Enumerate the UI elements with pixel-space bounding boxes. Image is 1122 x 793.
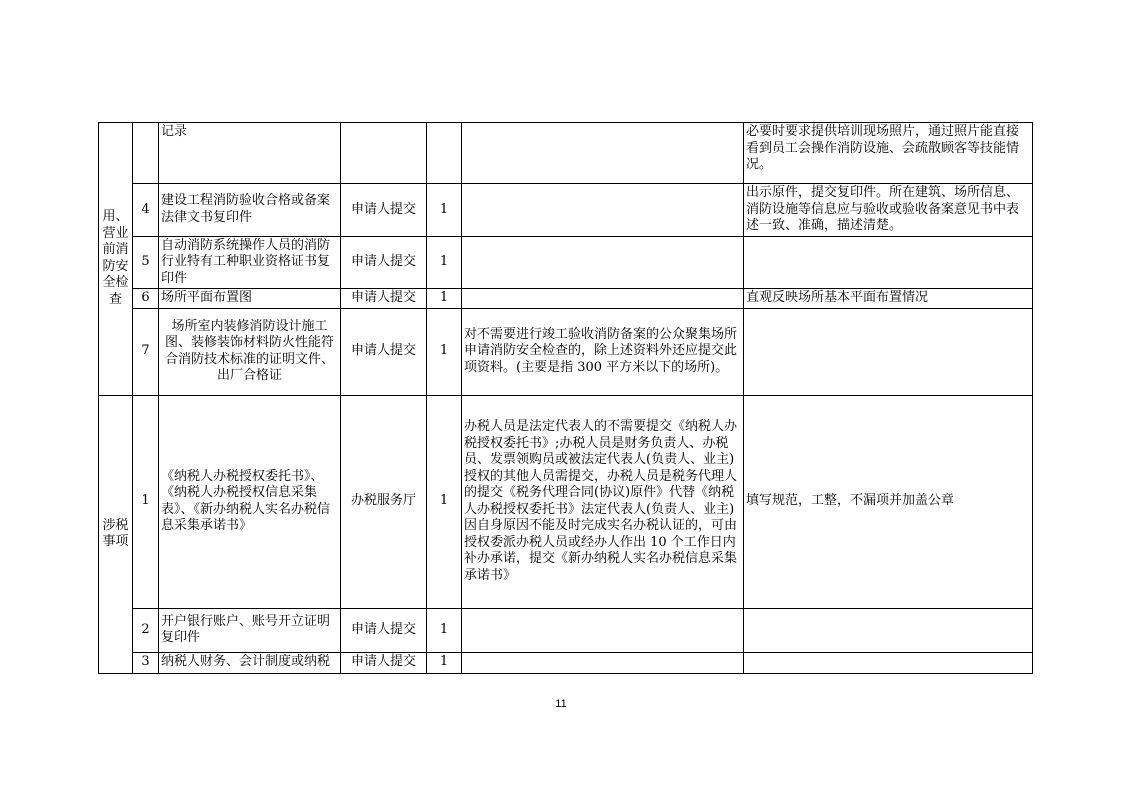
remark-cell (462, 652, 744, 673)
count-cell: 1 (427, 608, 462, 652)
row-number: 3 (133, 652, 159, 673)
requirement-cell (744, 608, 1033, 652)
count-cell: 1 (427, 308, 462, 395)
remark-cell (462, 123, 744, 184)
source-cell: 申请人提交 (341, 608, 427, 652)
source-cell: 申请人提交 (341, 308, 427, 395)
count-cell: 1 (427, 184, 462, 237)
count-cell (427, 123, 462, 184)
remark-cell (462, 608, 744, 652)
row-number: 4 (133, 184, 159, 237)
source-cell: 申请人提交 (341, 652, 427, 673)
table-row (99, 184, 1033, 237)
remark-cell: 办税人员是法定代表人的不需要提交《纳税人办税授权委托书》;办税人员是财务负责人、办税员、发票领购员或被法定代表人(负责人、业主)授权的其他人员需提交，办税人员是税务代理人的提交《税务代理合同(协议)原件》代替《纳税人办税授权委托书》法定代表人(负责人、业主)因自身原因不能及时完成实名办税认证的，可由授权委派办税人员或经办人作出 10 个工作日内补办承诺，提交《新办纳税人实名办税信息采集承诺书》 (462, 395, 744, 608)
source-cell: 申请人提交 (341, 236, 427, 289)
table-row (99, 308, 1033, 395)
count-cell: 1 (427, 652, 462, 673)
source-cell (341, 123, 427, 184)
table-row (99, 608, 1033, 652)
requirement-cell: 必要时要求提供培训现场照片，通过照片能直接看到员工会操作消防设施、会疏散顾客等技能情况。 (744, 123, 1033, 184)
requirement-cell (744, 236, 1033, 289)
remark-cell (462, 289, 744, 309)
requirement-cell: 填写规范，工整，不漏项并加盖公章 (744, 395, 1033, 608)
material-cell: 纳税人财务、会计制度或纳税 (159, 652, 341, 673)
material-cell: 场所室内装修消防设计施工图、装修装饰材料防火性能符合消防技术标准的证明文件、出厂合格证 (159, 308, 341, 395)
material-cell: 自动消防系统操作人员的消防行业特有工种职业资格证书复印件 (159, 236, 341, 289)
row-number: 7 (133, 308, 159, 395)
row-number: 2 (133, 608, 159, 652)
material-cell: 场所平面布置图 (159, 289, 341, 309)
category-cell-fire: 用、营业前消防安全检查 (99, 123, 133, 396)
table-row (99, 236, 1033, 289)
page-number: 11 (555, 698, 567, 710)
requirement-cell (744, 652, 1033, 673)
requirement-cell: 出示原件，提交复印件。所在建筑、场所信息、消防设施等信息应与验收或验收备案意见书中表述一致、准确，描述清楚。 (744, 184, 1033, 237)
row-number: 6 (133, 289, 159, 309)
remark-cell: 对不需要进行竣工验收消防备案的公众聚集场所申请消防安全检查的，除上述资料外还应提交此项资料。(主要是指 300 平方米以下的场所)。 (462, 308, 744, 395)
material-cell: 记录 (159, 123, 341, 184)
source-cell: 申请人提交 (341, 184, 427, 237)
table-row (99, 395, 1033, 608)
requirement-cell: 直观反映场所基本平面布置情况 (744, 289, 1033, 309)
requirement-cell (744, 308, 1033, 395)
material-cell: 《纳税人办税授权委托书》、《纳税人办税授权信息采集表》、《新办纳税人实名办税信息采集承诺书》 (159, 395, 341, 608)
remark-cell (462, 184, 744, 237)
row-number: 1 (133, 395, 159, 608)
row-number: 5 (133, 236, 159, 289)
material-cell: 建设工程消防验收合格或备案法律文书复印件 (159, 184, 341, 237)
table-row (99, 123, 1033, 184)
source-cell: 申请人提交 (341, 289, 427, 309)
count-cell: 1 (427, 395, 462, 608)
requirements-table (98, 122, 1033, 674)
table-row (99, 289, 1033, 309)
remark-cell (462, 236, 744, 289)
count-cell: 1 (427, 236, 462, 289)
count-cell: 1 (427, 289, 462, 309)
table-row (99, 652, 1033, 673)
row-number (133, 123, 159, 184)
source-cell: 办税服务厅 (341, 395, 427, 608)
material-cell: 开户银行账户、账号开立证明复印件 (159, 608, 341, 652)
category-cell-tax: 涉税事项 (99, 395, 133, 673)
